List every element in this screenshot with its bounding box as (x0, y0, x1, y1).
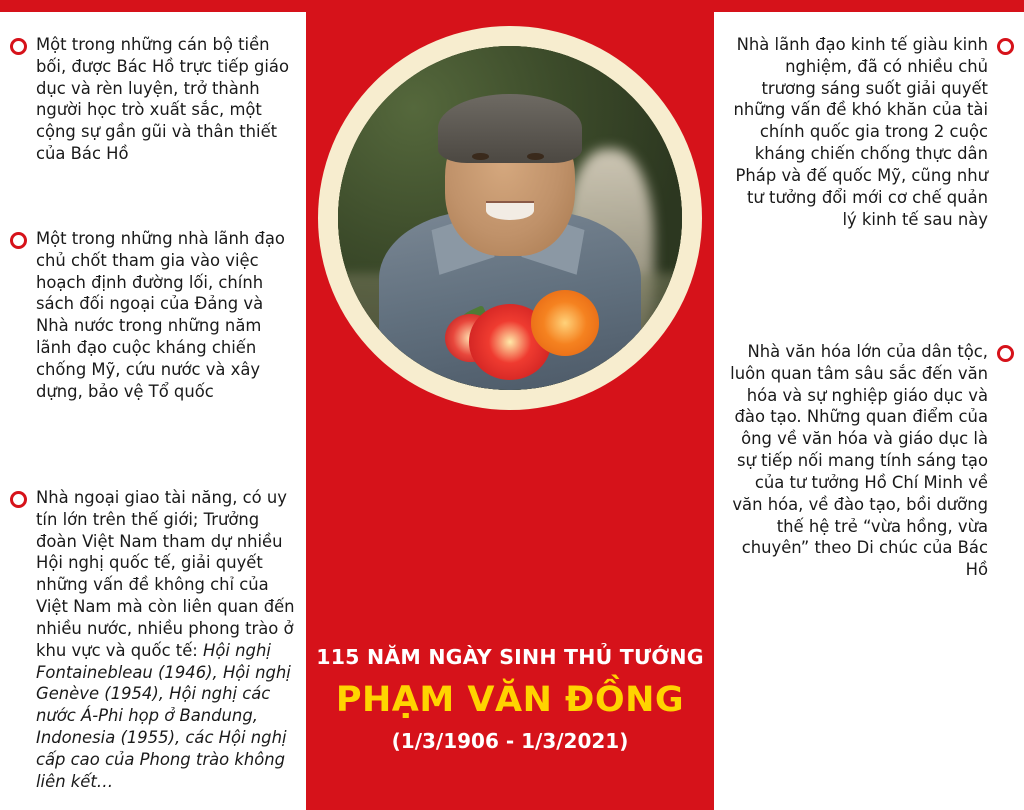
headline-name: PHẠM VĂN ĐỒNG (335, 679, 685, 720)
list-item (10, 34, 296, 165)
circle-bullet-icon (997, 38, 1014, 55)
bouquet-flower-orange (531, 290, 600, 355)
portrait-smile (486, 201, 534, 220)
circle-bullet-icon (997, 345, 1014, 362)
headline-dates: (1/3/1906 - 1/3/2021) (391, 729, 629, 754)
bullet-text: Một trong những cán bộ tiền bối, được Bác Hồ trực tiếp giáo dục và rèn luyện, trở thành người học trò xuất sắc, một cộng sự gần gũi và thân thiết của Bác Hồ (36, 35, 290, 164)
list-item (728, 34, 1014, 230)
circle-bullet-icon (10, 491, 27, 508)
bullet-text-main: Nhà ngoại giao tài năng, có uy tín lớn trên thế giới; Trưởng đoàn Việt Nam tham dự nhiều Hội nghị quốc tế, giải quyết những vấn đề không chỉ của Việt Nam mà còn liên quan đến nhiều nước, nhiều phong trào ở khu vực và quốc tế: (36, 488, 295, 660)
right-text-column (714, 0, 1024, 810)
bullet-text (36, 487, 296, 792)
headline-block (306, 645, 714, 753)
portrait-hair (438, 94, 582, 163)
bullet-text-italic: Hội nghị Fontainebleau (1946), Hội nghị Genève (1954), Hội nghị các nước Á-Phi họp ở Bandung, Indonesia (1955), các Hội nghị cấp cao của Phong trào không liên kết… (36, 640, 291, 791)
list-item (10, 487, 296, 792)
portrait-photo (338, 46, 682, 390)
circle-bullet-icon (10, 38, 27, 55)
bullet-text: Một trong những nhà lãnh đạo chủ chốt tham gia vào việc hoạch định đường lối, chính sách đối ngoại của Đảng và Nhà nước trong những năm lãnh đạo cuộc kháng chiến chống Mỹ, cứu nước và xây dựng, bảo vệ Tổ quốc (36, 229, 285, 401)
left-text-column (0, 0, 306, 810)
list-item (10, 228, 296, 403)
list-item (728, 341, 1014, 581)
bullet-text: Nhà lãnh đạo kinh tế giàu kinh nghiệm, đã có nhiều chủ trương sáng suốt giải quyết những vấn đề khó khăn của tài chính quốc gia trong 2 cuộc kháng chiến chống thực dân Pháp và đế quốc Mỹ, cũng như tư tưởng đổi mới cơ chế quản lý kinh tế sau này (733, 35, 988, 229)
bullet-text: Nhà văn hóa lớn của dân tộc, luôn quan tâm sâu sắc đến văn hóa và sự nghiệp giáo dục và đào tạo. Những quan điểm của ông về văn hóa và giáo dục là sự tiếp nối mang tính sáng tạo của tư tưởng Hồ Chí Minh về văn hóa, về đào tạo, bồi dưỡng thế hệ trẻ “vừa hồng, vừa chuyên” theo Di chúc của Bác Hồ (730, 342, 988, 580)
circle-bullet-icon (10, 232, 27, 249)
headline-line-1: 115 NĂM NGÀY SINH THỦ TƯỚNG (316, 645, 704, 669)
